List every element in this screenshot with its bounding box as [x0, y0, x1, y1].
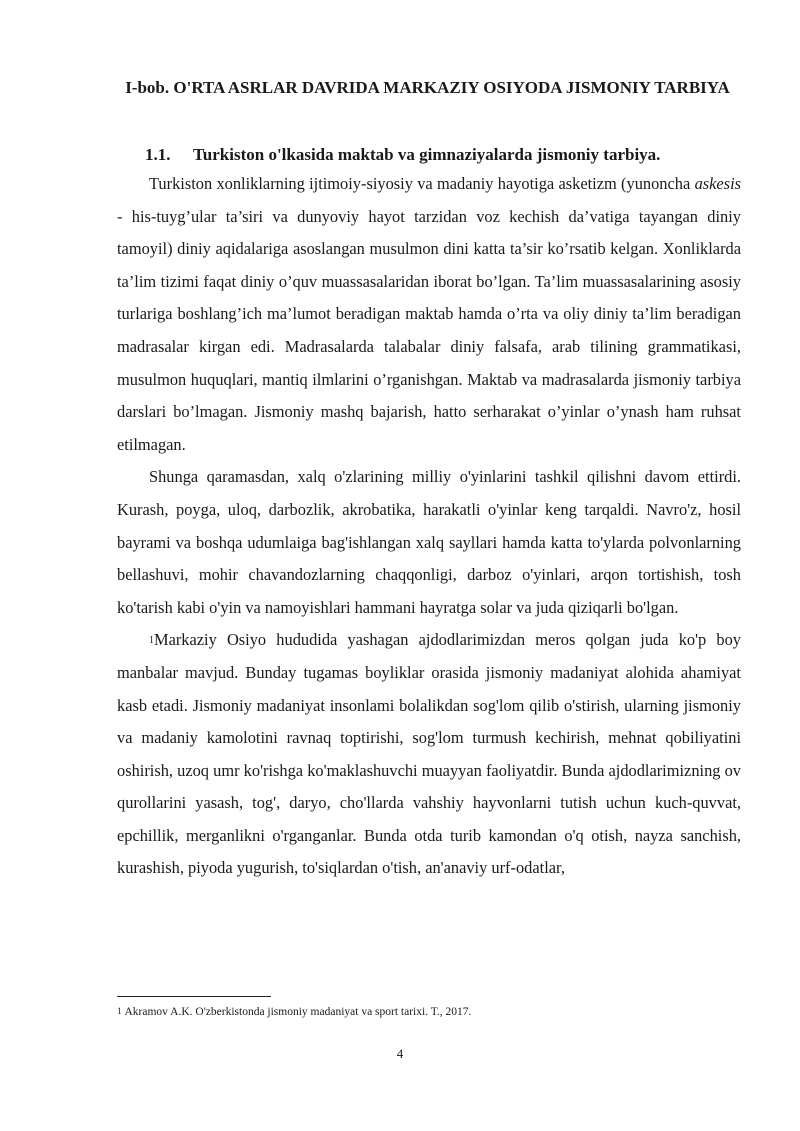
footnote-divider [117, 996, 271, 997]
paragraph-1-rest: - his-tuyg’ular ta’siri va dunyoviy hayot tarzidan voz kechish da’vatiga tayangan diniy tamoyil) diniy aqidalariga asoslangan musulmon dini katta ta’sir ko’rsatib kelgan. Xonliklarda ta’lim tizimi faqat diniy o’quv muassasalaridan iborat bo’lgan. Ta’lim muassasalarining asosiy turlariga boshlang’ich ma’lumot beradigan maktab hamda o’rta va oliy diniy ta’lim beradigan madrasalar kirgan edi. Madrasalarda talabalar diniy falsafa, arab tilining grammatikasi, musulmon huquqlari, mantiq ilmlarini o’rganishgan. Maktab va madrasalarda jismoniy tarbiya darslari bo’lmagan. Jismoniy mashq bajarish, hatto serharakat o’yinlar o’ynash ham ruhsat etilmagan. [117, 206, 741, 454]
page-number: 4 [396, 1046, 404, 1061]
footnote [117, 1004, 741, 1020]
section-title: Turkiston o'lkasida maktab va gimnaziyalarda jismoniy tarbiya. [193, 145, 661, 164]
section-heading [145, 139, 735, 171]
paragraph-1 [117, 168, 741, 461]
body-text [117, 168, 741, 885]
footnote-number: 1 [117, 1006, 122, 1016]
paragraph-1-start: Turkiston xonliklarning ijtimoiy-siyosiy va madaniy hayotiga asketizm (yunoncha [149, 174, 695, 193]
paragraph-3-text: Markaziy Osiyo hududida yashagan ajdodlarimizdan meros qolgan juda ko'p boy manbalar mavjud. Bunday tugamas boyliklar orasida jismoniy madaniyat alohida ahamiyat kasb etadi. Jismoniy madaniyat insonlami bolalikdan sog'lom qilib o'stirish, ularning jismoniy va madaniy kamolotini ravnaq toptirishi, sog'lom turmush kechirish, mehnat qobiliyatini oshirish, uzoq umr ko'rishga ko'maklashuvchi muayyan faoliyatdir. Bunda ajdodlarimizning ov qurollarini yasash, tog', daryo, cho'llarda vahshiy hayvonlarni tutish uchun kuch-quvvat, epchillik, merganlikni o'rganganlar. Bunda otda turib kamondan o'q otish, nayza sanchish, kurashish, piyoda yugurish, to'siqlardan o'tish, an'anaviy urf-odatlar, [117, 630, 741, 878]
footnote-reference[interactable]: 1 [149, 635, 154, 647]
paragraph-1-italic-term: askesis [694, 174, 741, 193]
footnote-text: Akramov A.K. O'zberkistonda jismoniy madaniyat va sport tarixi. T., 2017. [124, 1006, 472, 1018]
chapter-title: I-bob. O'RTA ASRLAR DAVRIDA MARKAZIY OSIYODA JISMONIY TARBIYA [125, 78, 730, 97]
paragraph-2: Shunga qaramasdan, xalq o'zlarining milliy o'yinlarini tashkil qilishni davom ettirdi. Kurash, poyga, uloq, darbozlik, akrobatika, harakatli o'yinlar keng tarqaldi. Navro'z, hosil bayrami va boshqa udumlaiga bag'ishlangan xalq sayllari hamda katta to'ylarda polvonlarning bellashuvi, mohir chavandozlarning chaqqonligi, darboz o'yinlari, arqon tortishish, tosh ko'tarish kabi o'yin va namoyishlari hammani hayratga solar va juda qiziqarli bo'lgan. [117, 467, 741, 617]
section-number: 1.1. [145, 145, 171, 164]
paragraph-3 [117, 624, 741, 885]
